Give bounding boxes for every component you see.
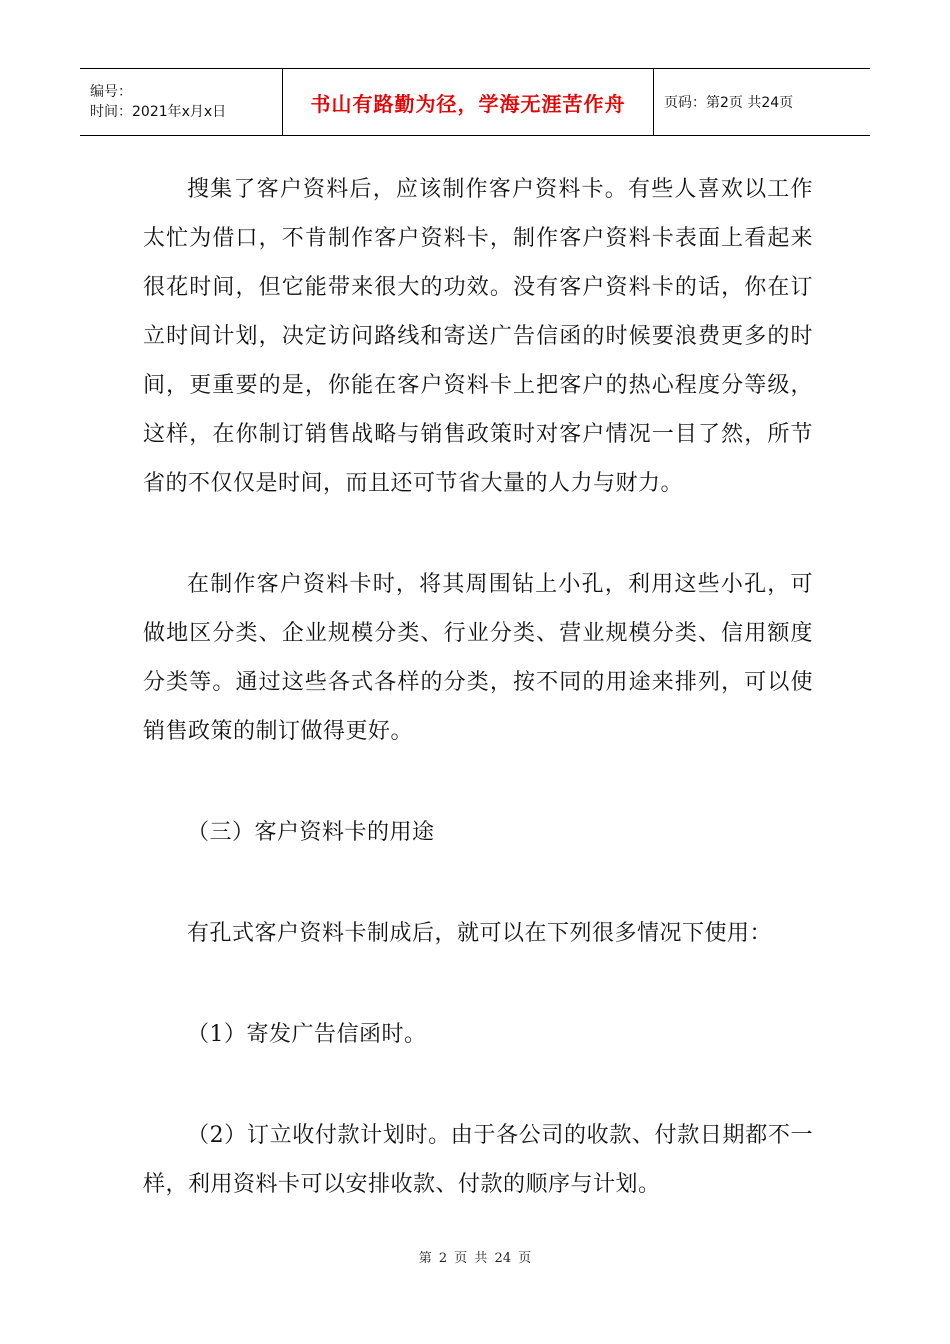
- section-heading: （三）客户资料卡的用途: [187, 820, 435, 845]
- paragraph-spacer: [143, 1059, 813, 1111]
- paragraph-customer-card-intro: 搜集了客户资料后，应该制作客户资料卡。有些人喜欢以工作太忙为借口，不肯制作客户资料卡，制作客户资料卡表面上看起来很花时间，但它能带来很大的功效。没有客户资料卡的话，你在订立时间计划，决定访问路线和寄送广告信函的时候要浪费更多的时间，更重要的是，你能在客户资料卡上把客户的热心程度分等级，这样，在你制订销售战略与销售政策时对客户情况一目了然，所节省的不仅仅是时间，而且还可节省大量的人力与财力。: [143, 177, 813, 496]
- document-number-label: 编号：: [90, 84, 132, 100]
- page-footer: [0, 1247, 950, 1266]
- paragraph-punched-card: 在制作客户资料卡时，将其周围钻上小孔，利用这些小孔，可做地区分类、企业规模分类、行业分类、营业规模分类、信用额度分类等。通过这些各式各样的分类，按不同的用途来排列，可以使销售政策的制订做得更好。: [143, 572, 813, 744]
- header-page-label: 页码：第2页 共24页: [664, 95, 794, 111]
- document-date-label: 时间：2021年x月x日: [90, 104, 227, 120]
- paragraph-usage-intro: 有孔式客户资料卡制成后，就可以在下列很多情况下使用：: [187, 921, 773, 946]
- header-meta: [80, 69, 283, 135]
- paragraph-spacer: [143, 857, 813, 909]
- header-motto: [283, 69, 654, 135]
- motto-text: 书山有路勤为径，学海无涯苦作舟: [310, 91, 626, 116]
- paragraph-spacer: [143, 756, 813, 808]
- document-body: [143, 165, 813, 1209]
- paragraph-spacer: [143, 958, 813, 1010]
- document-header: [80, 68, 870, 136]
- header-page-info: [654, 69, 870, 135]
- footer-page-number: 第 2 页 共 24 页: [418, 1251, 532, 1266]
- list-item-2: （2）订立收付款计划时。由于各公司的收款、付款日期都不一样，利用资料卡可以安排收款、付款的顺序与计划。: [143, 1123, 813, 1197]
- paragraph-spacer: [143, 508, 813, 560]
- list-item-1: （1）寄发广告信函时。: [187, 1022, 427, 1047]
